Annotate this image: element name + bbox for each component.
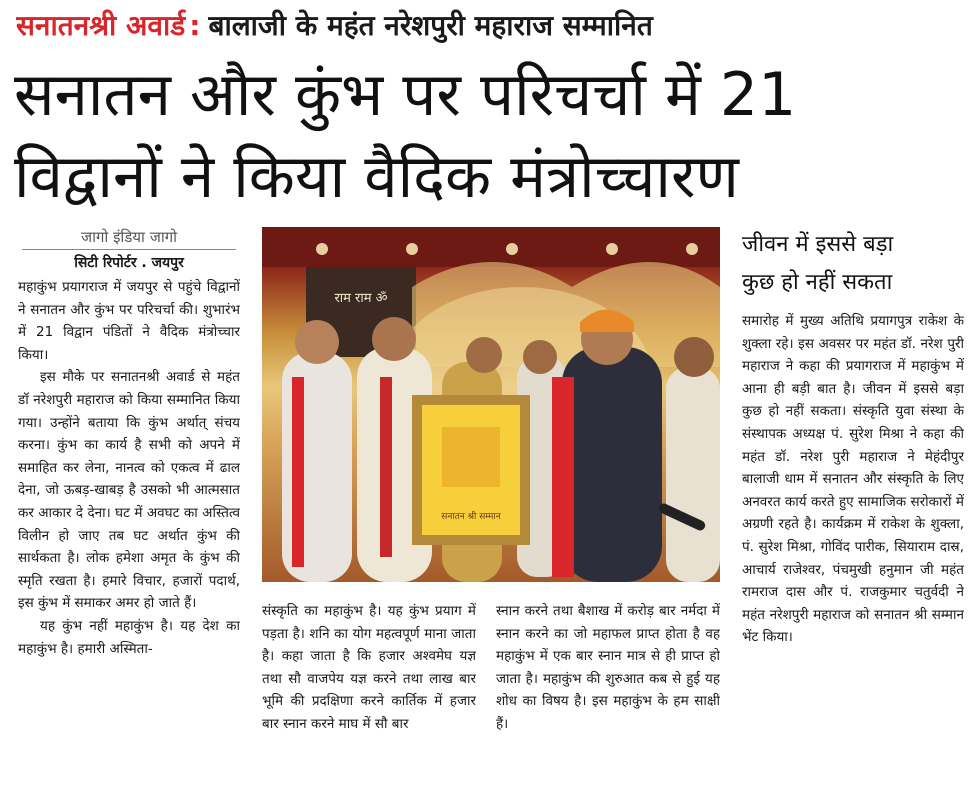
paragraph: समारोह में मुख्य अतिथि प्रयागपुत्र राकेश के शुक्ला रहे। इस अवसर पर महंत डॉ. नरेश पुरी महाराज ने कहा की प्रयागराज में महाकुंभ में आना ही बड़ी बात है। जीवन में इससे बड़ा कुछ हो नहीं सकता। संस्कृति युवा संस्था के संस्थापक अध्यक्ष पं. सुरेश मिश्रा ने कहा की महंत डॉ. नरेश पुरी महाराज ने मेहंदीपुर बालाजी धाम में सनातन और संस्कृति के लिए अनवरत कार्य करते हुए सामाजिक सरोकारों में अग्रणी रहते है। कार्यक्रम में राकेश के शुक्ला, पं. सुरेश मिश्रा, गोविंद पारीक, सियाराम दास्र, आचार्य राजेश्वर, पंचमुखी हनुमान जी महंत रामराज दास और पं. राजकुमार चतुर्वदी ने महंत नरेशपुरी महाराज को सनातन श्री सम्मान भेंट किया। bbox=[742, 313, 964, 646]
subhead-line-2: कुछ हो नहीं सकता bbox=[742, 270, 893, 295]
subhead-line-1: जीवन में इससे बड़ा bbox=[742, 232, 894, 257]
kicker-text: बालाजी के महंत नरेशपुरी महाराज सम्मानित bbox=[208, 9, 653, 42]
event-photo-illustration bbox=[262, 227, 720, 582]
event-photo bbox=[262, 227, 720, 582]
article-column-1 bbox=[18, 276, 240, 782]
photo-frame-caption: सनातन श्री सम्मान bbox=[441, 512, 501, 522]
sidebar-subhead bbox=[742, 226, 964, 308]
headline-line-1: सनातन और कुंभ पर परिचर्चा में 21 bbox=[14, 60, 797, 130]
article-column-4 bbox=[742, 310, 964, 782]
article-column-2 bbox=[262, 600, 476, 782]
paragraph: इस मौके पर सनातनश्री अवार्ड से महंत डॉ नरेशपुरी महाराज को किया सम्मानित किया गया। उन्होंने बताया कि कुंभ अर्थात् संचय करना। कुंभ का कार्य है सभी को अपने में समाहित कर लेना, नानत्व को एकत्व में ढाल देना, जो ऊबड़-खाबड़ है उसको भी आत्मसात कर आकार दे देना। घट में अवघट का अस्तित्व विलीन हो जाए तब घट अर्थात कुंभ की सार्थकता है। लोक हमेशा अमृत के कुंभ की स्मृति रखता है। हमारे विचार, हजारों पदार्थ, इस कुंभ में समाकर अमर हो जाते हैं। bbox=[18, 369, 240, 612]
kicker-line bbox=[16, 4, 962, 48]
kicker-separator: : bbox=[189, 9, 201, 42]
photo-banner-text: राम राम ॐ bbox=[334, 291, 388, 306]
paragraph: महाकुंभ प्रयागराज में जयपुर से पहुंचे विद्वानों ने सनातन और कुंभ पर परिचर्चा की। शुभारंभ में 21 विद्वान पंडितों ने वैदिक मंत्रोच्चार किया। bbox=[18, 279, 240, 363]
byline-brand: जागो इंडिया जागो bbox=[22, 226, 236, 250]
headline-line-2: विद्वानों ने किया वैदिक मंत्रोच्चारण bbox=[14, 142, 739, 212]
paragraph: संस्कृति का महाकुंभ है। यह कुंभ प्रयाग में पड़ता है। शनि का योग महत्वपूर्ण माना जाता है। कहा जाता है कि हजार अश्वमेघ यज्ञ तथा सौ वाजपेय यज्ञ करने तथा लाख बार भूमि की प्रदक्षिणा करने कार्तिक में हजार बार स्नान करने माघ में सौ बार bbox=[262, 603, 476, 732]
paragraph: यह कुंभ नहीं महाकुंभ है। यह देश का महाकुंभ है। हमारी अस्मिता- bbox=[18, 617, 240, 657]
paragraph: स्नान करने तथा बैशाख में करोड़ बार नर्मदा में स्नान करने का जो महाफल प्राप्त होता है वह महाकुंभ में एक बार स्नान मात्र से ही प्राप्त हो जाता है। महाकुंभ की शुरुआत कब से हुई यह शोध का विषय है। इस महाकुंभ के हम साक्षी हैं। bbox=[496, 603, 720, 732]
byline-reporter: सिटी रिपोर्टर . जयपुर bbox=[74, 255, 184, 271]
article-column-3 bbox=[496, 600, 720, 782]
kicker-label: सनातनश्री अवार्ड bbox=[16, 9, 186, 42]
